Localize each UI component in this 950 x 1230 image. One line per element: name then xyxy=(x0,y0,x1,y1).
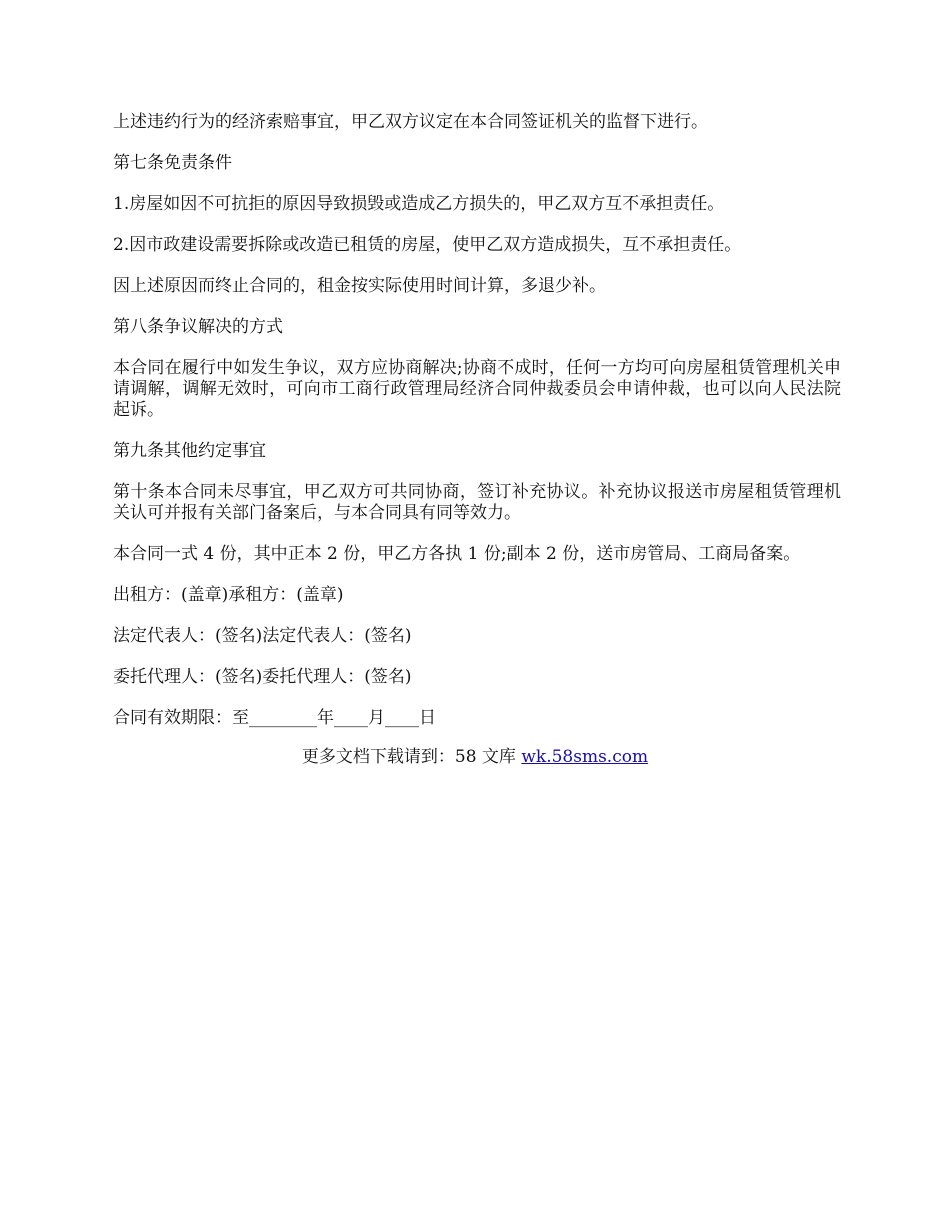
paragraph-dispute: 本合同在履行中如发生争议，双方应协商解决;协商不成时，任何一方均可向房屋租赁管理机关申请调解，调解无效时，可向市工商行政管理局经济合同仲裁委员会申请仲裁，也可以向人民法院起诉。 xyxy=(113,358,841,420)
heading-article-8: 第八条争议解决的方式 xyxy=(113,317,283,337)
document-body xyxy=(113,112,841,749)
paragraph-7-1: 1.房屋如因不可抗拒的原因导致损毁或造成乙方损失的，甲乙双方互不承担责任。 xyxy=(113,194,725,214)
signature-lessor-lessee: 出租方：(盖章)承租方：(盖章) xyxy=(113,585,344,605)
paragraph-claims: 上述违约行为的经济索赔事宜，甲乙双方议定在本合同签证机关的监督下进行。 xyxy=(113,112,708,132)
footer-prefix: 更多文档下载请到：58 文库 xyxy=(301,747,522,767)
paragraph-article-10: 第十条本合同未尽事宜，甲乙双方可共同协商，签订补充协议。补充协议报送市房屋租赁管理机关认可并报有关部门备案后，与本合同具有同等效力。 xyxy=(113,482,841,523)
paragraph-termination: 因上述原因而终止合同的，租金按实际使用时间计算，多退少补。 xyxy=(113,276,606,296)
footer xyxy=(0,745,950,769)
heading-article-9: 第九条其他约定事宜 xyxy=(113,441,266,461)
paragraph-copies: 本合同一式 4 份，其中正本 2 份，甲乙方各执 1 份;副本 2 份，送市房管局、工商局备案。 xyxy=(113,544,801,564)
paragraph-7-2: 2.因市政建设需要拆除或改造已租赁的房屋，使甲乙双方造成损失，互不承担责任。 xyxy=(113,235,742,255)
heading-article-7: 第七条免责条件 xyxy=(113,153,232,173)
footer-link[interactable]: wk.58sms.com xyxy=(521,747,649,767)
signature-agent: 委托代理人：(签名)委托代理人：(签名) xyxy=(113,667,412,687)
validity-period: 合同有效期限：至________年____月____日 xyxy=(113,708,436,728)
signature-legal-rep: 法定代表人：(签名)法定代表人：(签名) xyxy=(113,626,412,646)
